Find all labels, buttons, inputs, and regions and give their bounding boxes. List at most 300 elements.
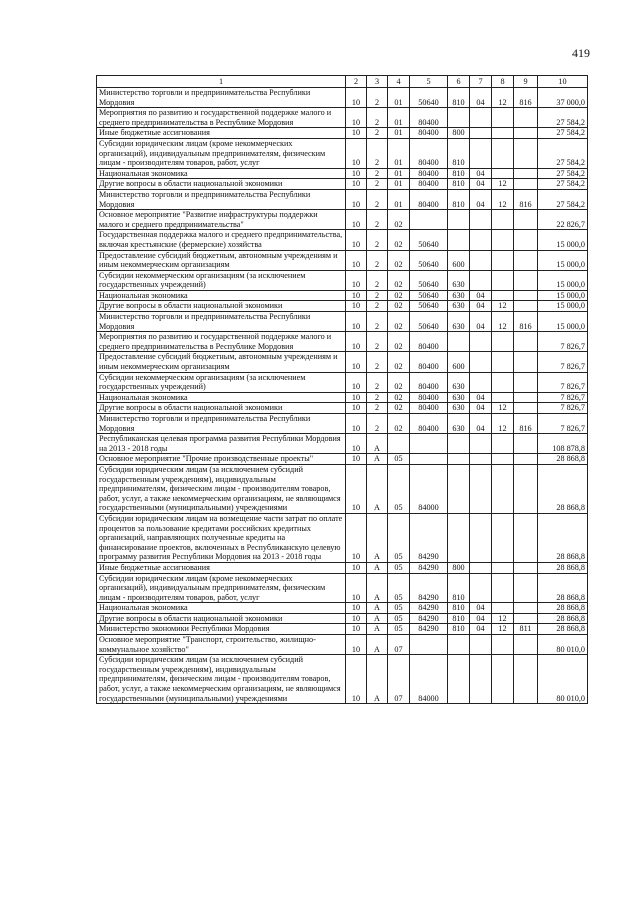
code-cell-3: 2 <box>367 210 388 230</box>
code-cell-8: 12 <box>492 88 514 108</box>
code-cell-5: 80400 <box>410 189 448 209</box>
code-cell-7 <box>470 372 492 392</box>
code-cell-2: 10 <box>346 128 367 139</box>
code-cell-4: 01 <box>388 88 410 108</box>
code-cell-6: 810 <box>448 573 470 603</box>
row-name-cell: Министерство торговли и предпринимательства Республики Мордовия <box>97 88 346 108</box>
code-cell-6: 800 <box>448 562 470 573</box>
code-cell-4: 02 <box>388 414 410 434</box>
code-cell-8 <box>492 138 514 168</box>
code-cell-6: 630 <box>448 414 470 434</box>
code-cell-8: 12 <box>492 312 514 332</box>
table-row <box>97 270 588 290</box>
table-row <box>97 655 588 704</box>
code-cell-7 <box>470 352 492 372</box>
code-cell-3: А <box>367 635 388 655</box>
table-row <box>97 301 588 312</box>
code-cell-9 <box>514 403 538 414</box>
code-cell-6: 810 <box>448 624 470 635</box>
code-cell-9 <box>514 434 538 454</box>
code-cell-9 <box>514 464 538 513</box>
row-name-cell: Министерство экономики Республики Мордовия <box>97 624 346 635</box>
code-cell-6 <box>448 108 470 128</box>
amount-cell: 28 868,8 <box>538 562 588 573</box>
table-row <box>97 434 588 454</box>
amount-cell: 37 000,0 <box>538 88 588 108</box>
table-row <box>97 464 588 513</box>
code-cell-8 <box>492 464 514 513</box>
amount-cell: 80 010,0 <box>538 635 588 655</box>
code-cell-6: 630 <box>448 372 470 392</box>
table-row <box>97 454 588 465</box>
code-cell-9 <box>514 613 538 624</box>
code-cell-2: 10 <box>346 573 367 603</box>
amount-cell: 22 826,7 <box>538 210 588 230</box>
code-cell-4: 01 <box>388 189 410 209</box>
code-cell-6: 630 <box>448 392 470 403</box>
code-cell-3: 2 <box>367 392 388 403</box>
code-cell-5: 84290 <box>410 624 448 635</box>
code-cell-9 <box>514 352 538 372</box>
code-cell-3: 2 <box>367 414 388 434</box>
table-row <box>97 179 588 190</box>
code-cell-5: 50640 <box>410 301 448 312</box>
amount-cell: 28 868,8 <box>538 464 588 513</box>
row-name-cell: Министерство торговли и предпринимательства Республики Мордовия <box>97 414 346 434</box>
row-name-cell: Мероприятия по развитию и государственной поддержке малого и среднего предпринимательства в Республике Мордовия <box>97 108 346 128</box>
code-cell-4: 05 <box>388 562 410 573</box>
code-cell-5: 80400 <box>410 108 448 128</box>
code-cell-9 <box>514 210 538 230</box>
code-cell-6 <box>448 464 470 513</box>
row-name-cell: Основное мероприятие "Развитие инфраструктуры поддержки малого и среднего предпринимательства" <box>97 210 346 230</box>
code-cell-2: 10 <box>346 168 367 179</box>
code-cell-4: 05 <box>388 454 410 465</box>
code-cell-6 <box>448 210 470 230</box>
code-cell-6: 630 <box>448 270 470 290</box>
code-cell-9: 816 <box>514 414 538 434</box>
code-cell-7 <box>470 138 492 168</box>
code-cell-3: 2 <box>367 168 388 179</box>
code-cell-8: 12 <box>492 414 514 434</box>
code-cell-2: 10 <box>346 414 367 434</box>
code-cell-7 <box>470 210 492 230</box>
code-cell-4: 02 <box>388 230 410 250</box>
code-cell-3: А <box>367 603 388 614</box>
code-cell-2: 10 <box>346 392 367 403</box>
amount-cell: 28 868,8 <box>538 624 588 635</box>
code-cell-5: 80400 <box>410 168 448 179</box>
code-cell-4: 02 <box>388 290 410 301</box>
code-cell-8 <box>492 562 514 573</box>
code-cell-3: 2 <box>367 301 388 312</box>
code-cell-7 <box>470 513 492 562</box>
code-cell-2: 10 <box>346 513 367 562</box>
code-cell-2: 10 <box>346 603 367 614</box>
row-name-cell: Другие вопросы в области национальной экономики <box>97 613 346 624</box>
code-cell-7: 04 <box>470 189 492 209</box>
column-header: 10 <box>538 76 588 88</box>
row-name-cell: Субсидии юридическим лицам (за исключением субсидий государственным учреждениям), индивидуальным предпринимателям, физическим лицам - производителям товаров, работ, услуг, а также некоммерческим организациям, не являющимся государственными (муниципальными) учреждениями <box>97 655 346 704</box>
code-cell-7 <box>470 434 492 454</box>
table-row <box>97 562 588 573</box>
code-cell-3: 2 <box>367 312 388 332</box>
code-cell-6 <box>448 635 470 655</box>
table-row <box>97 250 588 270</box>
code-cell-5: 50640 <box>410 312 448 332</box>
code-cell-7 <box>470 655 492 704</box>
amount-cell: 80 010,0 <box>538 655 588 704</box>
code-cell-8: 12 <box>492 624 514 635</box>
table-row <box>97 189 588 209</box>
row-name-cell: Министерство торговли и предпринимательства Республики Мордовия <box>97 312 346 332</box>
code-cell-8 <box>492 230 514 250</box>
code-cell-8 <box>492 332 514 352</box>
code-cell-2: 10 <box>346 434 367 454</box>
amount-cell: 27 584,2 <box>538 128 588 139</box>
code-cell-2: 10 <box>346 290 367 301</box>
row-name-cell: Мероприятия по развитию и государственной поддержке малого и среднего предпринимательства в Республике Мордовия <box>97 332 346 352</box>
code-cell-9: 811 <box>514 624 538 635</box>
code-cell-2: 10 <box>346 138 367 168</box>
code-cell-7 <box>470 635 492 655</box>
code-cell-7: 04 <box>470 179 492 190</box>
code-cell-8 <box>492 128 514 139</box>
code-cell-9 <box>514 454 538 465</box>
code-cell-7 <box>470 250 492 270</box>
code-cell-9 <box>514 179 538 190</box>
code-cell-8 <box>492 635 514 655</box>
code-cell-7: 04 <box>470 312 492 332</box>
code-cell-9 <box>514 573 538 603</box>
code-cell-3: 2 <box>367 138 388 168</box>
amount-cell: 27 584,2 <box>538 189 588 209</box>
table-row <box>97 392 588 403</box>
code-cell-2: 10 <box>346 210 367 230</box>
table-row <box>97 403 588 414</box>
code-cell-6: 810 <box>448 189 470 209</box>
code-cell-7 <box>470 573 492 603</box>
code-cell-2: 10 <box>346 624 367 635</box>
amount-cell: 28 868,8 <box>538 573 588 603</box>
code-cell-4: 07 <box>388 635 410 655</box>
code-cell-6 <box>448 434 470 454</box>
table-row <box>97 210 588 230</box>
code-cell-9 <box>514 168 538 179</box>
row-name-cell: Другие вопросы в области национальной экономики <box>97 403 346 414</box>
row-name-cell: Другие вопросы в области национальной экономики <box>97 179 346 190</box>
code-cell-9 <box>514 128 538 139</box>
amount-cell: 7 826,7 <box>538 392 588 403</box>
amount-cell: 27 584,2 <box>538 179 588 190</box>
amount-cell: 7 826,7 <box>538 352 588 372</box>
code-cell-4: 02 <box>388 301 410 312</box>
code-cell-2: 10 <box>346 332 367 352</box>
code-cell-8 <box>492 513 514 562</box>
column-header: 1 <box>97 76 346 88</box>
code-cell-3: 2 <box>367 352 388 372</box>
code-cell-8: 12 <box>492 189 514 209</box>
code-cell-2: 10 <box>346 464 367 513</box>
code-cell-5: 80400 <box>410 372 448 392</box>
table-row <box>97 613 588 624</box>
code-cell-4: 01 <box>388 138 410 168</box>
table-row <box>97 513 588 562</box>
table-row <box>97 414 588 434</box>
amount-cell: 15 000,0 <box>538 230 588 250</box>
code-cell-6: 800 <box>448 128 470 139</box>
code-cell-2: 10 <box>346 352 367 372</box>
code-cell-5 <box>410 434 448 454</box>
code-cell-7: 04 <box>470 290 492 301</box>
code-cell-9 <box>514 513 538 562</box>
code-cell-8 <box>492 352 514 372</box>
column-header: 6 <box>448 76 470 88</box>
code-cell-5: 84290 <box>410 513 448 562</box>
column-header: 2 <box>346 76 367 88</box>
code-cell-2: 10 <box>346 230 367 250</box>
row-name-cell: Национальная экономика <box>97 603 346 614</box>
code-cell-3: 2 <box>367 270 388 290</box>
code-cell-5: 80400 <box>410 128 448 139</box>
code-cell-2: 10 <box>346 372 367 392</box>
code-cell-7: 04 <box>470 624 492 635</box>
code-cell-4: 01 <box>388 128 410 139</box>
code-cell-8: 12 <box>492 301 514 312</box>
code-cell-5: 80400 <box>410 138 448 168</box>
code-cell-4: 01 <box>388 168 410 179</box>
code-cell-9 <box>514 250 538 270</box>
code-cell-6: 810 <box>448 168 470 179</box>
code-cell-3: 2 <box>367 332 388 352</box>
table-row <box>97 573 588 603</box>
row-name-cell: Министерство торговли и предпринимательства Республики Мордовия <box>97 189 346 209</box>
amount-cell: 28 868,8 <box>538 603 588 614</box>
amount-cell: 15 000,0 <box>538 290 588 301</box>
code-cell-3: А <box>367 464 388 513</box>
table-row <box>97 635 588 655</box>
amount-cell: 28 868,8 <box>538 613 588 624</box>
table-row <box>97 290 588 301</box>
code-cell-2: 10 <box>346 88 367 108</box>
code-cell-3: 2 <box>367 230 388 250</box>
code-cell-6: 810 <box>448 603 470 614</box>
code-cell-6: 810 <box>448 88 470 108</box>
code-cell-6 <box>448 655 470 704</box>
amount-cell: 27 584,2 <box>538 108 588 128</box>
code-cell-6: 810 <box>448 179 470 190</box>
code-cell-3: А <box>367 562 388 573</box>
code-cell-5: 80400 <box>410 403 448 414</box>
code-cell-4 <box>388 434 410 454</box>
code-cell-8 <box>492 290 514 301</box>
code-cell-8 <box>492 454 514 465</box>
code-cell-2: 10 <box>346 301 367 312</box>
code-cell-7: 04 <box>470 88 492 108</box>
code-cell-4: 01 <box>388 179 410 190</box>
code-cell-7 <box>470 332 492 352</box>
code-cell-2: 10 <box>346 454 367 465</box>
amount-cell: 108 878,8 <box>538 434 588 454</box>
row-name-cell: Национальная экономика <box>97 168 346 179</box>
code-cell-5: 80400 <box>410 179 448 190</box>
table-row <box>97 603 588 614</box>
column-header: 8 <box>492 76 514 88</box>
code-cell-8 <box>492 392 514 403</box>
code-cell-5: 50640 <box>410 270 448 290</box>
code-cell-5: 80400 <box>410 332 448 352</box>
code-cell-5 <box>410 635 448 655</box>
code-cell-3: А <box>367 513 388 562</box>
table-row <box>97 88 588 108</box>
code-cell-9 <box>514 655 538 704</box>
code-cell-3: А <box>367 573 388 603</box>
column-header: 9 <box>514 76 538 88</box>
table-row <box>97 108 588 128</box>
code-cell-9 <box>514 372 538 392</box>
code-cell-4: 02 <box>388 372 410 392</box>
table-body <box>97 88 588 704</box>
code-cell-9 <box>514 332 538 352</box>
code-cell-7 <box>470 270 492 290</box>
code-cell-5: 80400 <box>410 352 448 372</box>
code-cell-8 <box>492 108 514 128</box>
code-cell-6: 810 <box>448 138 470 168</box>
code-cell-8 <box>492 168 514 179</box>
code-cell-8: 12 <box>492 613 514 624</box>
code-cell-9: 816 <box>514 189 538 209</box>
code-cell-7: 04 <box>470 603 492 614</box>
code-cell-8 <box>492 434 514 454</box>
amount-cell: 15 000,0 <box>538 312 588 332</box>
table-row <box>97 128 588 139</box>
amount-cell: 15 000,0 <box>538 250 588 270</box>
row-name-cell: Иные бюджетные ассигнования <box>97 128 346 139</box>
header-row <box>97 76 588 88</box>
table-row <box>97 312 588 332</box>
code-cell-3: А <box>367 655 388 704</box>
code-cell-4: 02 <box>388 210 410 230</box>
table-row <box>97 332 588 352</box>
code-cell-9: 816 <box>514 88 538 108</box>
code-cell-2: 10 <box>346 635 367 655</box>
code-cell-3: 2 <box>367 88 388 108</box>
code-cell-7 <box>470 562 492 573</box>
code-cell-5: 84000 <box>410 655 448 704</box>
code-cell-4: 05 <box>388 513 410 562</box>
code-cell-4: 02 <box>388 332 410 352</box>
code-cell-3: 2 <box>367 403 388 414</box>
amount-cell: 27 584,2 <box>538 138 588 168</box>
row-name-cell: Субсидии некоммерческим организациям (за исключением государственных учреждений) <box>97 270 346 290</box>
code-cell-6 <box>448 230 470 250</box>
code-cell-2: 10 <box>346 403 367 414</box>
code-cell-8 <box>492 573 514 603</box>
code-cell-7 <box>470 454 492 465</box>
table-row <box>97 168 588 179</box>
code-cell-5: 84000 <box>410 464 448 513</box>
code-cell-7 <box>470 128 492 139</box>
column-header: 7 <box>470 76 492 88</box>
amount-cell: 15 000,0 <box>538 301 588 312</box>
code-cell-9 <box>514 392 538 403</box>
code-cell-4: 02 <box>388 270 410 290</box>
code-cell-7: 04 <box>470 613 492 624</box>
code-cell-4: 05 <box>388 573 410 603</box>
row-name-cell: Предоставление субсидий бюджетным, автономным учреждениям и иным некоммерческим организациям <box>97 352 346 372</box>
row-name-cell: Субсидии некоммерческим организациям (за исключением государственных учреждений) <box>97 372 346 392</box>
code-cell-3: 2 <box>367 250 388 270</box>
code-cell-4: 02 <box>388 250 410 270</box>
amount-cell: 15 000,0 <box>538 270 588 290</box>
code-cell-6: 810 <box>448 613 470 624</box>
code-cell-8 <box>492 250 514 270</box>
code-cell-5: 50640 <box>410 290 448 301</box>
code-cell-4: 02 <box>388 403 410 414</box>
code-cell-5: 84290 <box>410 562 448 573</box>
amount-cell: 7 826,7 <box>538 403 588 414</box>
code-cell-4: 02 <box>388 392 410 403</box>
code-cell-9 <box>514 301 538 312</box>
budget-table <box>96 75 588 704</box>
row-name-cell: Основное мероприятие "Прочие производственные проекты" <box>97 454 346 465</box>
code-cell-9 <box>514 108 538 128</box>
code-cell-3: 2 <box>367 189 388 209</box>
code-cell-8 <box>492 270 514 290</box>
code-cell-6 <box>448 454 470 465</box>
code-cell-3: А <box>367 624 388 635</box>
code-cell-2: 10 <box>346 108 367 128</box>
code-cell-3: 2 <box>367 108 388 128</box>
row-name-cell: Предоставление субсидий бюджетным, автономным учреждениям и иным некоммерческим организациям <box>97 250 346 270</box>
code-cell-6: 630 <box>448 301 470 312</box>
code-cell-9 <box>514 138 538 168</box>
code-cell-7 <box>470 108 492 128</box>
code-cell-7 <box>470 230 492 250</box>
amount-cell: 7 826,7 <box>538 332 588 352</box>
code-cell-2: 10 <box>346 179 367 190</box>
column-header: 5 <box>410 76 448 88</box>
code-cell-9 <box>514 230 538 250</box>
code-cell-8 <box>492 372 514 392</box>
row-name-cell: Субсидии юридическим лицам (кроме некоммерческих организаций), индивидуальным предпринимателям, физическим лицам - производителям товаров, работ, услуг <box>97 138 346 168</box>
code-cell-7: 04 <box>470 168 492 179</box>
table-row <box>97 352 588 372</box>
code-cell-4: 05 <box>388 624 410 635</box>
row-name-cell: Субсидии юридическим лицам (кроме некоммерческих организаций), индивидуальным предпринимателям, физическим лицам - производителям товаров, работ, услуг <box>97 573 346 603</box>
code-cell-5: 80400 <box>410 414 448 434</box>
code-cell-2: 10 <box>346 655 367 704</box>
code-cell-8 <box>492 603 514 614</box>
row-name-cell: Субсидии юридическим лицам (за исключением субсидий государственным учреждениям), индивидуальным предпринимателям, физическим лицам - производителям товаров, работ, услуг, а также некоммерческим организациям, не являющимся государственными (муниципальными) учреждениями <box>97 464 346 513</box>
code-cell-3: А <box>367 434 388 454</box>
code-cell-3: 2 <box>367 128 388 139</box>
amount-cell: 7 826,7 <box>538 414 588 434</box>
code-cell-5: 50640 <box>410 88 448 108</box>
code-cell-6: 600 <box>448 352 470 372</box>
row-name-cell: Национальная экономика <box>97 392 346 403</box>
row-name-cell: Основное мероприятие "Транспорт, строительство, жилищно-коммунальное хозяйство" <box>97 635 346 655</box>
code-cell-9: 816 <box>514 312 538 332</box>
code-cell-9 <box>514 290 538 301</box>
code-cell-3: 2 <box>367 372 388 392</box>
code-cell-6 <box>448 332 470 352</box>
code-cell-3: А <box>367 613 388 624</box>
table-row <box>97 624 588 635</box>
code-cell-4: 05 <box>388 613 410 624</box>
code-cell-6: 600 <box>448 250 470 270</box>
code-cell-4: 05 <box>388 603 410 614</box>
